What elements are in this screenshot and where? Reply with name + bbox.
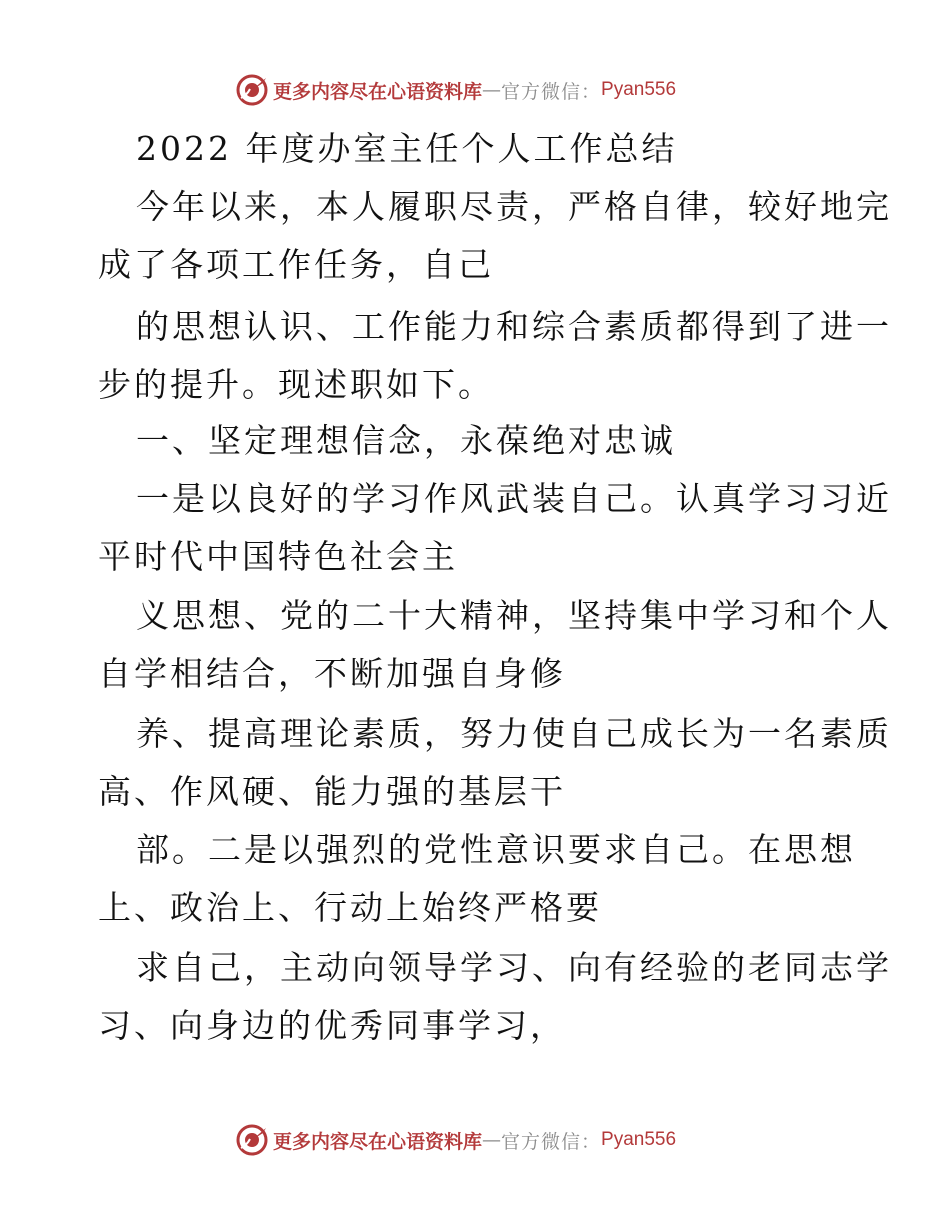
footer-watermark	[235, 1122, 676, 1158]
paragraph-line: 步的提升。现述职如下。	[98, 365, 494, 404]
watermark-dash: —	[482, 79, 502, 101]
watermark-wechat-id: Pyan556	[601, 79, 677, 100]
watermark-wechat-label: 官方微信：	[501, 1130, 602, 1153]
paragraph-line: 今年以来，本人履职尽责，严格自律，较好地完	[136, 187, 892, 226]
paragraph-line: 高、作风硬、能力强的基层干	[98, 772, 566, 811]
document-title: 2022 年度办室主任个人工作总结	[136, 129, 678, 168]
paragraph-line: 成了各项工作任务，自己	[98, 245, 494, 284]
paragraph-line: 一是以良好的学习作风武装自己。认真学习习近	[136, 479, 892, 518]
paragraph-line: 养、提高理论素质，努力使自己成长为一名素质	[136, 714, 892, 753]
paragraph-line: 平时代中国特色社会主	[98, 537, 458, 576]
watermark-text: 更多内容尽在心语资料库	[273, 1130, 483, 1153]
paragraph-line: 习、向身边的优秀同事学习，	[98, 1006, 566, 1045]
watermark-text: 更多内容尽在心语资料库	[273, 80, 483, 103]
paragraph-line: 部。二是以强烈的党性意识要求自己。在思想	[136, 830, 856, 869]
paragraph-line: 义思想、党的二十大精神，坚持集中学习和个人	[136, 596, 892, 635]
watermark-wechat-id: Pyan556	[601, 1129, 677, 1150]
paragraph-line: 自学相结合，不断加强自身修	[98, 654, 566, 693]
pen-logo-icon	[235, 1123, 269, 1157]
paragraph-line: 上、政治上、行动上始终严格要	[98, 888, 602, 927]
watermark-wechat-label: 官方微信：	[501, 80, 602, 103]
watermark-dash: —	[482, 1129, 502, 1151]
section-heading: 一、坚定理想信念，永葆绝对忠诚	[136, 421, 676, 460]
paragraph-line: 的思想认识、工作能力和综合素质都得到了进一	[136, 307, 892, 346]
paragraph-line: 求自己，主动向领导学习、向有经验的老同志学	[136, 948, 892, 987]
